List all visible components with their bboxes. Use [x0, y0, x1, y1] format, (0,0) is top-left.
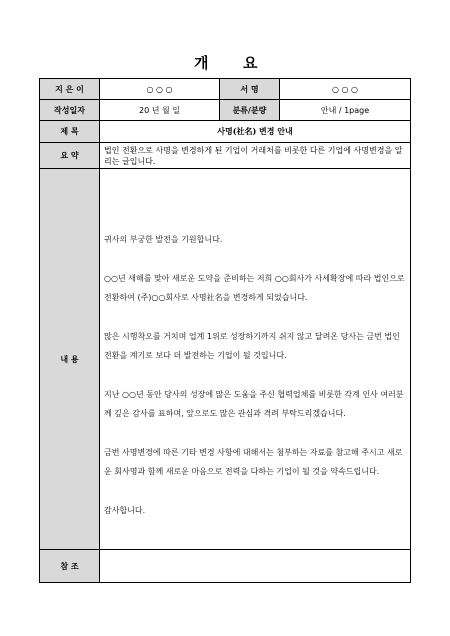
date-row — [40, 100, 411, 121]
name-label: 서 명 — [220, 79, 280, 100]
writer-row — [40, 79, 411, 100]
content-row — [40, 169, 411, 550]
subject-label: 제 목 — [40, 121, 100, 143]
content-paragraph: ○○년 새해를 맞아 새로운 도약을 준비하는 저희 ○○회사가 사세확장에 따라 법인으로 전환하여 (주)○○회사로 사명社名을 변경하게 되었습니다. — [104, 273, 405, 302]
content-paragraph: 감사합니다. — [104, 505, 146, 515]
reference-label: 참 조 — [40, 550, 100, 583]
content-paragraph: 금번 사명변경에 따른 기타 변경 사항에 대해서는 첨부하는 자료를 참고해 주시고 새로운 회사명과 함께 새로운 마음으로 전력을 다하는 기업이 될 것을 약속드립니다. — [104, 447, 403, 476]
content-paragraph: 지난 ○○년 동안 당사의 성장에 많은 도움을 주신 협력업체를 비롯한 각계 인사 여러분께 깊은 감사를 표하며, 앞으로도 많은 관심과 격려 부탁드리겠습니다. — [104, 389, 404, 418]
writer-value: ○ ○ ○ — [100, 79, 220, 100]
content-label: 내 용 — [40, 169, 100, 550]
summary-row — [40, 143, 411, 169]
subject-row — [40, 121, 411, 143]
writer-label: 지 은 이 — [40, 79, 100, 100]
summary-label: 요 약 — [40, 143, 100, 169]
overview-form-table — [39, 78, 411, 583]
content-body — [100, 169, 411, 550]
summary-value: 법인 전환으로 사명을 변경하게 된 기업이 거래처를 비롯한 다른 기업에 사명변경을 알리는 글입니다. — [100, 143, 411, 169]
date-value: 20 년 월 일 — [100, 100, 220, 121]
reference-row — [40, 550, 411, 583]
date-label: 작성일자 — [40, 100, 100, 121]
reference-value — [100, 550, 411, 583]
title-char-2: 요 — [243, 54, 260, 72]
content-paragraph: 많은 시행착오를 거치며 업계 1위로 성장하기까지 쉬지 않고 달려온 당사는 금번 법인 전환을 계기로 보다 더 발전하는 기업이 될 것입니다. — [104, 331, 400, 360]
name-value: ○ ○ ○ — [280, 79, 411, 100]
category-value: 안내 / 1page — [280, 100, 411, 121]
title-char-1: 개 — [194, 54, 211, 72]
category-label: 분류/분량 — [220, 100, 280, 121]
subject-value: 사명(社名) 변경 안내 — [100, 121, 411, 143]
content-paragraph: 귀사의 부궁한 발전을 기원합니다. — [104, 234, 223, 244]
